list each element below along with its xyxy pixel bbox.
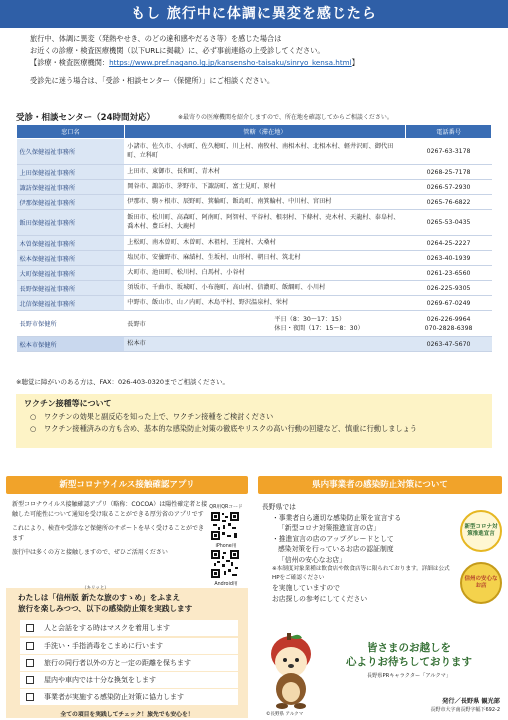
- cocoa-paragraph: 新型コロナウイルス接触確認アプリ（略称：COCOA）は陽性確定者と接触した可能性について通知を受け取ることができる厚労省のアプリです: [12, 501, 208, 518]
- col-header-area: 管轄（滞在地）: [124, 125, 405, 139]
- office-area: 須坂市、千曲市、坂城町、小布施町、高山村、信濃町、飯綱町、小川村: [124, 281, 405, 296]
- qr-code-android-icon[interactable]: [210, 549, 240, 579]
- list-item[interactable]: [20, 620, 238, 636]
- pledge-line-2: 旅行を楽しみつつ、以下の感染防止策を実践します: [18, 604, 193, 613]
- office-area: 伊那市、駒ヶ根市、辰野町、箕輪町、飯島町、南箕輪村、中川村、宮田村: [124, 195, 405, 210]
- intro-line-3: [30, 57, 500, 69]
- office-name: 松本保健福祉事務所: [17, 251, 125, 266]
- intro-line-4: 受診先に迷う場合は、「受診・相談センター（保健所）」にご相談ください。: [30, 76, 275, 85]
- office-name: 飯田保健福祉事務所: [17, 210, 125, 236]
- office-area: 小諸市、佐久市、小海町、佐久穂町、川上村、南牧村、南相木村、北相木村、軽井沢町、御代田町、立科町: [124, 139, 405, 165]
- office-name: 諏訪保健福祉事務所: [17, 180, 125, 195]
- mascot-credit: ©長野県 アルクマ: [266, 712, 304, 717]
- checkbox-icon[interactable]: [26, 659, 34, 667]
- qr-caption-ios: iPhone用: [215, 544, 237, 549]
- office-tel: 0263-40-1939: [406, 251, 492, 266]
- table-row: [17, 165, 492, 180]
- business-line: お店探しの参考にしてください: [272, 594, 368, 603]
- office-name: 長野市保健所: [17, 311, 125, 337]
- cocoa-text: [12, 500, 208, 562]
- intro-url-end: 】: [351, 58, 359, 67]
- table-row: [17, 281, 492, 296]
- pledge-line-1: わたしは「信州版 新たな旅のすゝめ」をふまえ: [18, 593, 181, 602]
- clinic-list-link[interactable]: https://www.pref.nagano.lg.jp/kansensho-taisaku/sinryo_kensa.html: [109, 58, 352, 67]
- welcome-line-2: 心よりお待ちしております: [346, 656, 472, 668]
- checkbox-icon[interactable]: [26, 693, 34, 701]
- publisher: 発行／長野県 観光部: [442, 698, 500, 705]
- office-tel: 0266-57-2930: [406, 180, 492, 195]
- pledge-item-text: 人と会話をする時はマスクを着用します: [44, 624, 170, 632]
- intro-line-2: お近くの診療・検査医療機関（以下URLに掲載）に、必ず事前連絡の上受診してください。: [30, 46, 325, 55]
- office-name: 伊那保健福祉事務所: [17, 195, 125, 210]
- consult-center-note: ※最寄りの医療機関を紹介しますので、所在地を確認してからご相談ください。: [178, 114, 393, 121]
- office-tel: 0265-53-0435: [406, 210, 492, 236]
- pledge-ruby: （キリッと）: [82, 586, 109, 591]
- consult-table: [16, 124, 492, 352]
- list-item[interactable]: [20, 638, 238, 654]
- publisher-address: 長野市大字南長野字幅下692-2: [430, 707, 500, 713]
- office-name: 長野保健福祉事務所: [17, 281, 125, 296]
- table-row-nagano-city: [17, 311, 492, 337]
- business-line: 「信州の安心なお店」: [278, 555, 346, 564]
- cocoa-heading: 新型コロナウイルス接触確認アプリ: [6, 476, 248, 494]
- business-line: ・事業者自ら適切な感染防止策を宣言する: [272, 513, 402, 522]
- table-row: [17, 195, 492, 210]
- office-name: 北信保健福祉事務所: [17, 296, 125, 311]
- bullet-icon: ○: [30, 412, 37, 421]
- intro-text: [30, 33, 500, 87]
- mascot-caption: 長野県PRキャラクター「アルクマ」: [366, 673, 452, 679]
- office-tel: 0265-76-6822: [406, 195, 492, 210]
- office-tel: 0264-25-2227: [406, 236, 492, 251]
- qr-code-ios-icon[interactable]: [210, 511, 240, 541]
- table-row: [17, 139, 492, 165]
- night-tel: 070-2828-6398: [424, 324, 473, 332]
- office-area: 松本市: [124, 337, 405, 352]
- nagano-hours: [274, 315, 363, 333]
- welcome-message: [320, 641, 498, 669]
- table-row: [17, 296, 492, 311]
- business-lead: 長野県では: [262, 503, 296, 511]
- office-tel: 0267-63-3178: [406, 139, 492, 165]
- weekday-hours: 平日（8：30〜17：15）: [274, 316, 346, 323]
- vaccine-title: ワクチン接種等について: [24, 399, 112, 408]
- night-hours: 休日・夜間（17：15〜8：30）: [274, 325, 364, 332]
- bullet-icon: ○: [30, 424, 37, 433]
- qr-caption-android: Android用: [214, 582, 238, 587]
- nagano-city-area-cell: [124, 311, 405, 337]
- col-header-office: 窓口名: [17, 125, 125, 139]
- office-area: 上松町、南木曽町、木曽町、木祖村、王滝村、大桑村: [124, 236, 405, 251]
- checkbox-icon[interactable]: [26, 676, 34, 684]
- checkbox-icon[interactable]: [26, 642, 34, 650]
- table-row: [17, 236, 492, 251]
- business-line: 感染対策を行っているお店の認証制度: [278, 545, 394, 553]
- nagano-tel-cell: [406, 311, 492, 337]
- business-note: ※本制度対象業種は飲食店や飲食店等に限られております。詳細は公式HPをご確認ください: [272, 566, 450, 581]
- office-tel: 0268-25-7178: [406, 165, 492, 180]
- intro-line-1: 旅行中、体調に異変（発熱やせき、のどの違和感やだるさ等）を感じた場合は: [30, 34, 282, 43]
- office-area: 上田市、東御市、長和町、青木村: [124, 165, 405, 180]
- table-row: [17, 251, 492, 266]
- cocoa-paragraph: これにより、検査や受診など保健所のサポートを早く受けることができます: [12, 525, 205, 542]
- table-row-matsumoto-city: [17, 337, 492, 352]
- office-tel: 0263-47-5670: [406, 337, 492, 352]
- pledge-item-text: 旅行の同行者以外の方と一定の距離を保ちます: [44, 659, 191, 667]
- business-line: 「新型コロナ対策推進宣言の店」: [278, 524, 380, 532]
- office-tel: 0269-67-0249: [406, 296, 492, 311]
- business-line: を実施していますので: [272, 584, 340, 592]
- business-heading: 県内事業者の感染防止対策について: [258, 476, 502, 494]
- vaccine-list: [30, 411, 480, 435]
- office-area: 長野市: [127, 321, 146, 328]
- list-item: [30, 411, 480, 423]
- intro-url-label: 【診療・検査医療機関：: [30, 58, 110, 67]
- checkbox-icon[interactable]: [26, 624, 34, 632]
- list-item[interactable]: [20, 689, 238, 705]
- travel-pledge-box: [6, 588, 248, 718]
- table-row: [17, 210, 492, 236]
- col-header-tel: 電話番号: [406, 125, 492, 139]
- office-name: 大町保健福祉事務所: [17, 266, 125, 281]
- fax-note: ※聴覚に障がいのある方は、FAX：026-403-0320までご相談ください。: [16, 378, 230, 386]
- office-name: 松本市保健所: [17, 337, 125, 352]
- table-row: [17, 266, 492, 281]
- arukuma-mascot-icon: [266, 632, 316, 710]
- pledge-footer: 全ての項目を実践してチェック！旅先でも安心を！: [60, 712, 194, 718]
- promotion-declaration-badge-icon: 新型コロナ対策推進宣言: [460, 510, 502, 552]
- qr-label: QR用QRコード: [209, 505, 243, 510]
- office-area: 飯田市、松川町、高森町、阿南町、阿智村、平谷村、根羽村、下條村、売木村、天龍村、泰阜村、喬木村、豊丘村、大鹿村: [124, 210, 405, 236]
- page-title: もし 旅行中に体調に異変を感じたら: [0, 0, 508, 28]
- office-tel: 026-225-9305: [406, 281, 492, 296]
- office-tel: 0261-23-6560: [406, 266, 492, 281]
- office-name: 佐久保健福祉事務所: [17, 139, 125, 165]
- safe-shop-badge-icon: 信州の安心なお店: [460, 562, 502, 604]
- welcome-line-1: 皆さまのお越しを: [367, 642, 451, 654]
- vaccine-item-text: ワクチン接種済みの方も含め、基本的な感染防止対策の徹底やリスクの高い行動の回避など、慎重に行動しましょう: [44, 424, 417, 433]
- pledge-item-text: 手洗い・手指消毒をこまめに行います: [44, 642, 163, 650]
- office-area: 大町市、池田町、松川村、白馬村、小谷村: [124, 266, 405, 281]
- table-row: [17, 180, 492, 195]
- cocoa-paragraph: 旅行中は多くの方と接触しますので、ぜひご活用ください: [12, 549, 168, 556]
- pledge-item-text: 事業者が実施する感染防止対策に協力します: [44, 693, 184, 701]
- vaccine-box: [16, 394, 492, 448]
- office-area: 岡谷市、諏訪市、茅野市、下諏訪町、富士見町、原村: [124, 180, 405, 195]
- list-item[interactable]: [20, 672, 238, 688]
- vaccine-item-text: ワクチンの効果と副反応を知った上で、ワクチン接種をご検討ください: [44, 412, 274, 421]
- office-area: 塩尻市、安曇野市、麻績村、生坂村、山形村、朝日村、筑北村: [124, 251, 405, 266]
- weekday-tel: 026-226-9964: [426, 315, 471, 323]
- pledge-item-text: 屋内や車内では十分な換気をします: [44, 676, 156, 684]
- list-item: [30, 423, 480, 435]
- office-name: 上田保健福祉事務所: [17, 165, 125, 180]
- office-name: 木曽保健福祉事務所: [17, 236, 125, 251]
- list-item[interactable]: [20, 655, 238, 671]
- office-area: 中野市、飯山市、山ノ内町、木島平村、野沢温泉村、栄村: [124, 296, 405, 311]
- consult-center-title: 受診・相談センター（24時間対応）: [16, 113, 155, 123]
- business-line: ・推進宣言の店のアップグレードとして: [272, 534, 394, 543]
